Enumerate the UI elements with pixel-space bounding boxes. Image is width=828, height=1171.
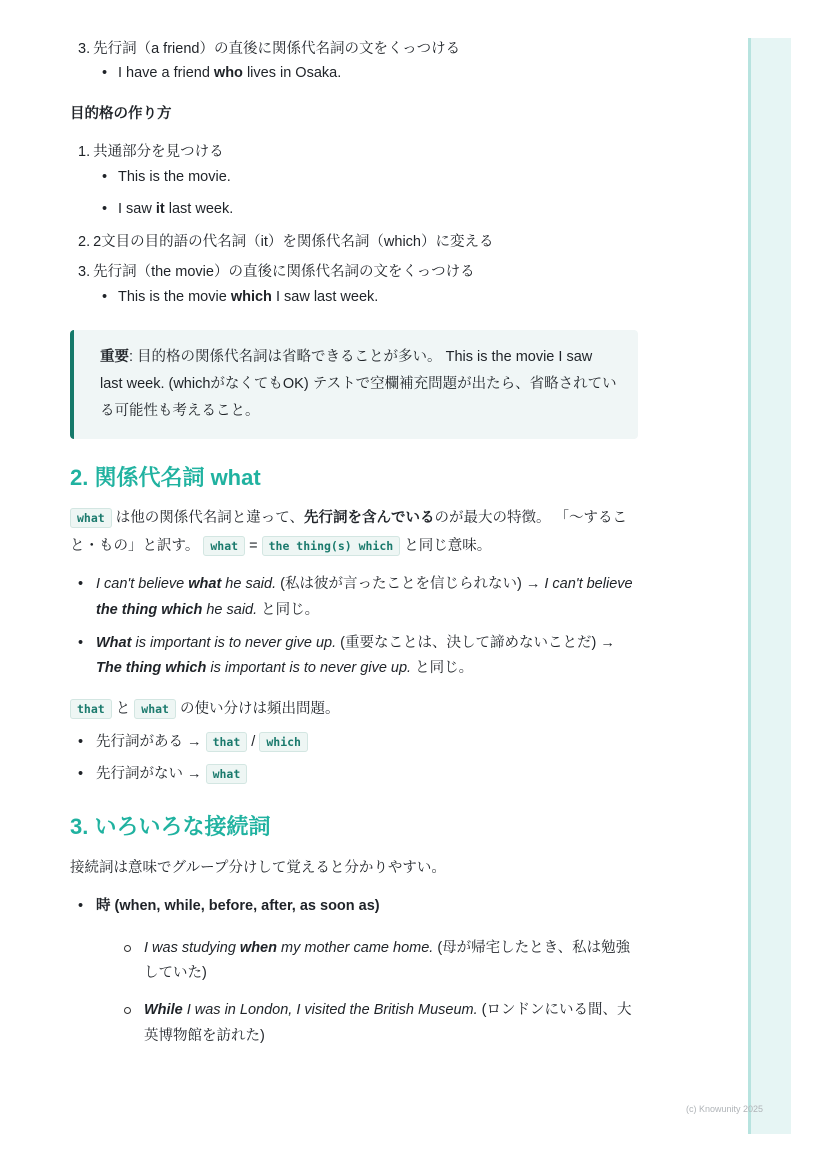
group-time: • 時 (when, while, before, after, as soon as) I was studying when my mother came home. (母が帰宅したとき、私は勉強していた) While I was in London, I visited the British Museum. (ロンドンにいる間、大英博物館を訪れた)	[78, 894, 636, 1049]
rule-item: • 先行詞がある → that / which	[78, 729, 636, 757]
code-chip: what	[203, 536, 245, 556]
subject-case-steps-tail	[70, 38, 636, 85]
example-item: • What is important is to never give up. (重要なことは、決して諦めないことだ) → The thing which is important is to never give up. と同じ。	[78, 631, 636, 682]
code-chip: the thing(s) which	[262, 536, 401, 556]
what-examples	[70, 572, 636, 682]
time-examples	[96, 936, 636, 1050]
example-sentence: • This is the movie.	[102, 166, 636, 188]
what-intro: what は他の関係代名詞と違って、先行詞を含んでいるのが最大の特徴。 「〜すること・もの」と訳す。 what = the thing(s) which と同じ意味。	[70, 510, 627, 554]
example-sentence: • I have a friend who lives in Osaka.	[102, 62, 636, 84]
code-chip: that	[70, 699, 112, 719]
conjunctions-intro: 接続詞は意味でグループ分けして覚えると分かりやすい。	[70, 859, 446, 876]
example-item: While I was in London, I visited the British Museum. (ロンドンにいる間、大英博物館を訪れた)	[122, 998, 636, 1049]
object-case-steps	[70, 141, 636, 308]
example-sentence: • I saw it last week.	[102, 198, 636, 220]
step-item: 3. 先行詞（a friend）の直後に関係代名詞の文をくっつける • I have a friend who lives in Osaka.	[78, 38, 636, 85]
example-list	[78, 62, 636, 84]
step-item: 1. 共通部分を見つける • This is the movie. • I saw it last week.	[78, 141, 636, 220]
section-heading-conjunctions: 3. いろいろな接続詞	[70, 814, 271, 840]
callout-text: : 目的格の関係代名詞は省略できることが多い。 This is the movie I saw last week. (whichがなくてもOK) テストで空欄補充問題が出たら、省略されている可能性も考えること。	[100, 349, 617, 419]
side-decoration-panel	[748, 38, 791, 1134]
example-item: I was studying when my mother came home. (母が帰宅したとき、私は勉強していた)	[122, 936, 636, 987]
step-item: 2. 2文目の目的語の代名詞（it）を関係代名詞（which）に変える	[78, 233, 494, 250]
code-chip: that	[206, 732, 248, 752]
that-what-compare: that と what の使い分けは頻出問題。	[70, 696, 636, 724]
code-chip: what	[206, 764, 248, 784]
example-sentence: • This is the movie which I saw last week.	[102, 286, 636, 308]
object-case-heading: 目的格の作り方	[70, 105, 172, 122]
callout-label: 重要	[100, 349, 129, 366]
antecedent-rules	[70, 729, 636, 788]
conjunction-groups	[70, 894, 636, 1049]
code-chip: what	[70, 508, 112, 528]
step-item: 3. 先行詞（the movie）の直後に関係代名詞の文をくっつける • This is the movie which I saw last week.	[78, 261, 636, 308]
example-list	[78, 286, 636, 308]
content-column	[70, 38, 636, 1063]
rule-item: • 先行詞がない → what	[78, 761, 636, 789]
example-item: • I can't believe what he said. (私は彼が言ったことを信じられない) → I can't believe the thing which he said. と同じ。	[78, 572, 636, 623]
code-chip: which	[259, 732, 308, 752]
example-list	[78, 166, 636, 221]
important-callout	[70, 330, 638, 438]
copyright-footer: (c) Knowunity 2025	[686, 1104, 764, 1114]
section-heading-what: 2. 関係代名詞 what	[70, 464, 261, 490]
code-chip: what	[134, 699, 176, 719]
